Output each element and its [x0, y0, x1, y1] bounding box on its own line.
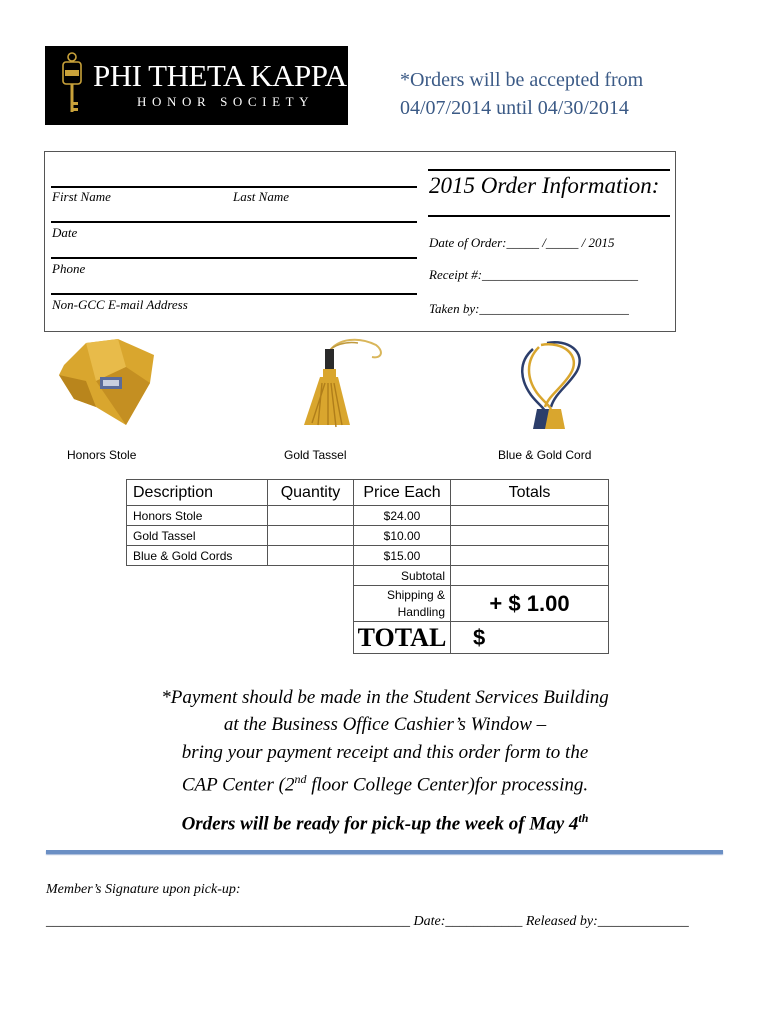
shipping-row [127, 586, 609, 622]
order-title-top-rule [428, 169, 670, 171]
key-emblem-icon [59, 52, 85, 118]
subtotal-cell[interactable] [451, 566, 609, 586]
row-description: Honors Stole [127, 506, 268, 526]
payment-line-4-sup: nd [294, 772, 307, 786]
first-name-label: First Name [52, 189, 111, 204]
email-label: Non-GCC E-mail Address [52, 297, 188, 312]
payment-line-2: at the Business Office Cashier’s Window – [223, 714, 547, 735]
cord-image [507, 337, 593, 433]
receipt-number-field[interactable]: Receipt #:________________________ [429, 267, 639, 282]
shipping-label-line-1: Shipping & [386, 587, 445, 602]
row-description: Gold Tassel [127, 526, 268, 546]
logo-subtitle: HONOR SOCIETY [137, 94, 315, 109]
phone-label: Phone [52, 261, 86, 276]
payment-line-1: *Payment should be made in the Student Services Building [161, 687, 609, 708]
signature-line[interactable]: ____________________________________________________ Date:___________ Released by:_____________ [46, 914, 689, 929]
payment-line-3: bring your payment receipt and this order form to the [181, 742, 589, 763]
logo-title: PHI THETA KAPPA [93, 58, 347, 93]
subtotal-row [127, 566, 609, 586]
payment-line-4-post: floor College Center)for processing. [306, 774, 589, 796]
order-table [126, 479, 609, 654]
payment-line-4-pre: CAP Center (2 [181, 774, 295, 796]
product-label-tassel: Gold Tassel [284, 448, 347, 462]
total-label: TOTAL [354, 622, 451, 654]
header-price-each: Price Each [354, 480, 451, 506]
total-row [127, 622, 609, 654]
total-value[interactable]: $ [451, 622, 609, 654]
row-price: $15.00 [354, 546, 451, 566]
total-cell-tassel[interactable] [451, 526, 609, 546]
total-cell-stole[interactable] [451, 506, 609, 526]
table-row [127, 546, 609, 566]
shipping-label [354, 586, 451, 622]
last-name-label: Last Name [233, 189, 289, 204]
stole-image [56, 337, 161, 432]
header-quantity: Quantity [268, 480, 354, 506]
shipping-value: + $ 1.00 [451, 586, 609, 622]
section-divider [46, 850, 723, 854]
customer-info-box [44, 151, 676, 332]
order-info-title: 2015 Order Information: [429, 173, 660, 198]
accept-line-2: 04/07/2014 until 04/30/2014 [400, 97, 629, 119]
signature-label: Member’s Signature upon pick-up: [46, 882, 241, 897]
order-title-bottom-rule [428, 215, 670, 217]
product-label-cord: Blue & Gold Cord [498, 448, 592, 462]
tassel-image [298, 333, 390, 433]
pickup-notice [85, 806, 685, 836]
taken-by-field[interactable]: Taken by:_______________________ [429, 301, 629, 316]
table-row [127, 506, 609, 526]
email-line[interactable] [51, 293, 417, 295]
first-last-name-line[interactable] [51, 186, 417, 188]
subtotal-label: Subtotal [354, 566, 451, 586]
quantity-cell-tassel[interactable] [268, 526, 354, 546]
shipping-label-line-2: Handling [397, 604, 445, 619]
order-window-note [400, 66, 730, 122]
quantity-cell-stole[interactable] [268, 506, 354, 526]
header-totals: Totals [451, 480, 609, 506]
date-line[interactable] [51, 221, 417, 223]
table-header-row [127, 480, 609, 506]
date-label: Date [52, 225, 78, 240]
row-description: Blue & Gold Cords [127, 546, 268, 566]
product-label-stole: Honors Stole [67, 448, 137, 462]
pickup-sup: th [578, 811, 589, 825]
date-of-order-field[interactable]: Date of Order:_____ /_____ / 2015 [429, 235, 615, 250]
header-description: Description [127, 480, 268, 506]
phi-theta-kappa-logo [45, 46, 348, 125]
payment-line-4 [85, 766, 685, 798]
table-row [127, 526, 609, 546]
phone-line[interactable] [51, 257, 417, 259]
total-cell-cord[interactable] [451, 546, 609, 566]
accept-line-1: *Orders will be accepted from [400, 69, 644, 91]
quantity-cell-cord[interactable] [268, 546, 354, 566]
row-price: $24.00 [354, 506, 451, 526]
pickup-text: Orders will be ready for pick-up the week of May 4 [181, 813, 579, 835]
row-price: $10.00 [354, 526, 451, 546]
